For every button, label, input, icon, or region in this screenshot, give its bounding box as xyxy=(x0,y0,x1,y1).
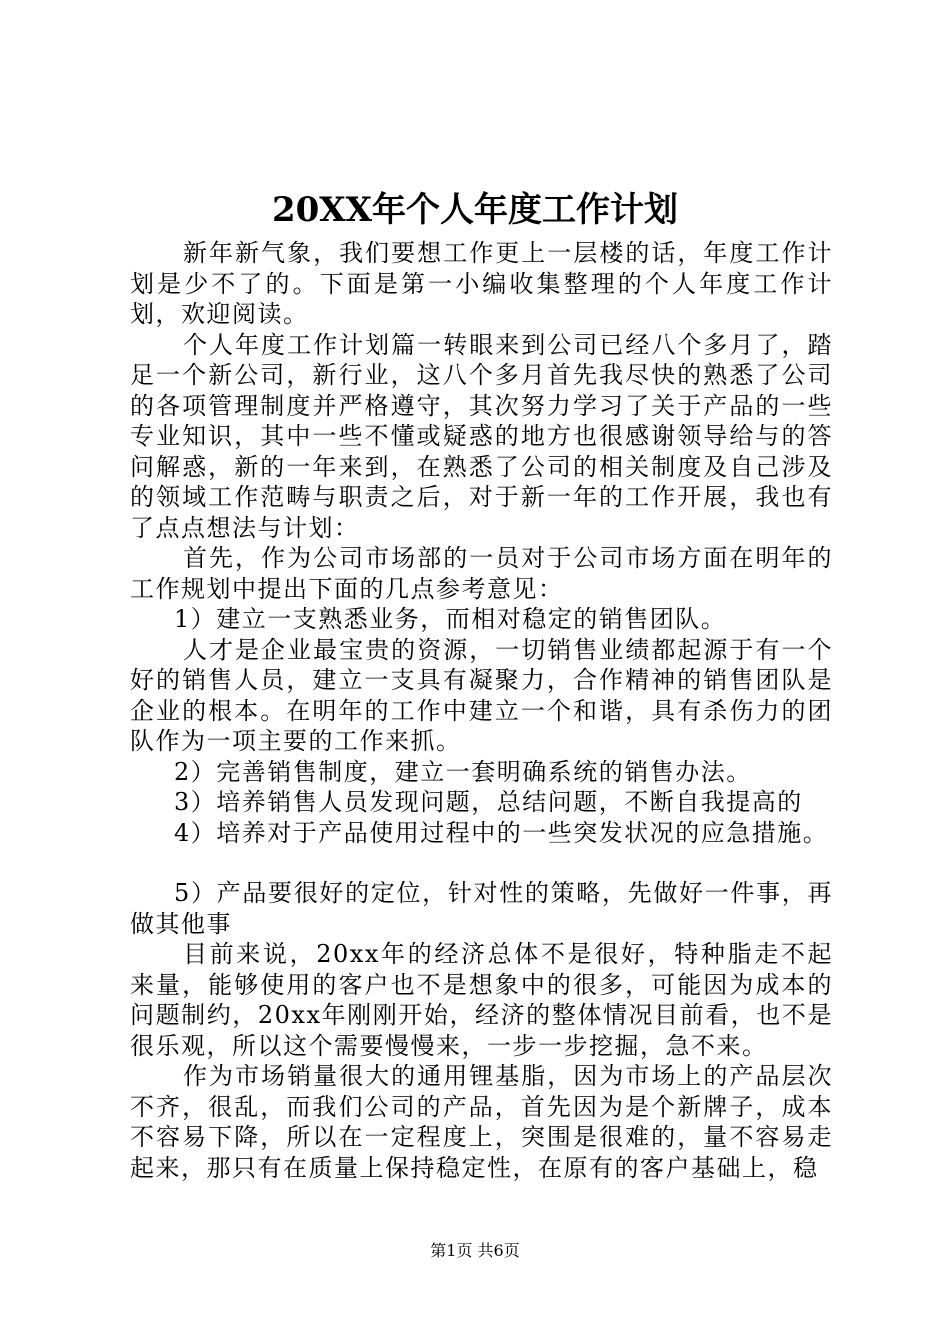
paragraph-lithium-grease: 作为市场销量很大的通用锂基脂，因为市场上的产品层次不齐，很乱，而我们公司的产品，首先因为是个新牌子，成本不容易下降，所以在一定程度上，突围是很难的，量不容易走起来，那只有在质量上保持稳定性，在原有的客户基础上，稳 xyxy=(130,1062,833,1182)
list-item-4: 4）培养对于产品使用过程中的一些突发状况的应急措施。 xyxy=(174,818,829,847)
paragraph-intro: 新年新气象，我们要想工作更上一层楼的话，年度工作计划是少不了的。下面是第一小编收集整理的个人年度工作计划，欢迎阅读。 xyxy=(130,239,833,328)
list-item-5: 5）产品要很好的定位，针对性的策略，先做好一件事，再做其他事 xyxy=(130,879,833,938)
document-title: 20XX年个人年度工作计划 xyxy=(271,190,679,230)
list-item-2: 2）完善销售制度，建立一套明确系统的销售办法。 xyxy=(174,757,752,786)
paragraph-plan-one: 个人年度工作计划篇一转眼来到公司已经八个多月了，踏足一个新公司，新行业，这八个多月首先我尽快的熟悉了公司的各项管理制度并严格遵守，其次努力学习了关于产品的一些专业知识，其中一些不懂或疑惑的地方也很感谢领导给与的答问解惑，新的一年来到，在熟悉了公司的相关制度及自己涉及的领域工作范畴与职责之后，对于新一年的工作开展，我也有了点点想法与计划： xyxy=(130,330,833,542)
paragraph-first-point: 首先，作为公司市场部的一员对于公司市场方面在明年的工作规划中提出下面的几点参考意见： xyxy=(130,544,833,603)
page-number-footer: 第1页 共6页 xyxy=(430,1241,520,1260)
list-item-1: 1）建立一支熟悉业务，而相对稳定的销售团队。 xyxy=(174,605,727,633)
document-body xyxy=(130,238,833,1183)
list-item-3: 3）培养销售人员发现问题，总结问题，不断自我提高的 xyxy=(174,788,803,816)
paragraph-economy: 目前来说，20xx年的经济总体不是很好，特种脂走不起来量，能够使用的客户也不是想象中的很多，可能因为成本的问题制约，20xx年刚刚开始，经济的整体情况目前看，也不是很乐观，所以这个需要慢慢来，一步一步挖掘，急不来。 xyxy=(130,940,833,1060)
paragraph-talent: 人才是企业最宝贵的资源，一切销售业绩都起源于有一个好的销售人员，建立一支具有凝聚力，合作精神的销售团队是企业的根本。在明年的工作中建立一个和谐，具有杀伤力的团队作为一项主要的工作来抓。 xyxy=(130,635,833,755)
